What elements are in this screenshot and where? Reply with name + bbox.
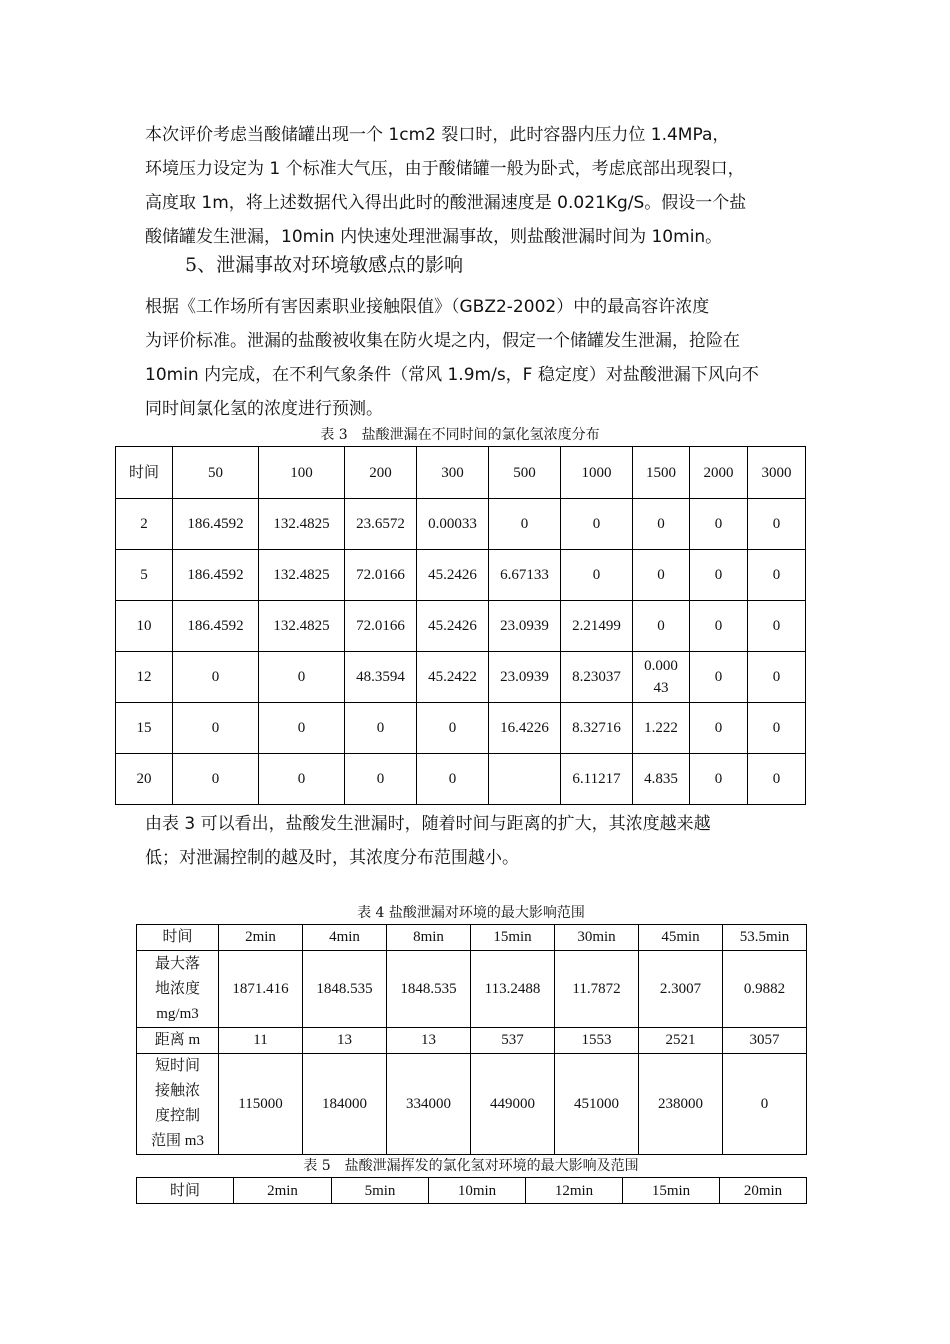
table-cell: 15 [116,703,173,754]
table-cell: 0 [417,754,489,805]
header-cell: 时间 [137,925,219,951]
header-cell: 1500 [633,447,690,499]
table-cell: 0.000 43 [633,652,690,703]
table-row [116,703,806,754]
text-line: 10min 内完成，在不利气象条件（常风 1.9m/s，F 稳定度）对盐酸泄漏下风向不 [145,365,759,385]
header-cell: 2min [234,1178,332,1204]
header-cell: 时间 [116,447,173,499]
table-cell: 1.222 [633,703,690,754]
table-cell: 0 [690,652,748,703]
table-cell: 1871.416 [219,951,303,1028]
table5-caption: 表 5 盐酸泄漏挥发的氯化氢对环境的最大影响及范围 [303,1158,639,1174]
table-cell: 23.0939 [489,652,561,703]
header-cell: 30min [555,925,639,951]
table-cell: 2 [116,499,173,550]
table-cell: 0 [690,550,748,601]
table-header-row [137,1178,807,1204]
text-line: 环境压力设定为 1 个标准大气压，由于酸储罐一般为卧式，考虑底部出现裂口， [145,159,745,179]
table-cell: 0 [690,703,748,754]
table-cell: 1848.535 [387,951,471,1028]
table-cell: 0 [173,754,259,805]
table-cell: 0 [259,703,345,754]
table-cell: 8.32716 [561,703,633,754]
table-cell: 334000 [387,1054,471,1155]
table-cell: 0 [259,754,345,805]
table-cell: 0 [561,499,633,550]
table-cell: 12 [116,652,173,703]
header-cell: 20min [720,1178,807,1204]
table-cell: 0 [748,601,806,652]
table-cell: 11 [219,1028,303,1054]
table-header-row [137,925,807,951]
table-cell: 115000 [219,1054,303,1155]
table-cell: 23.0939 [489,601,561,652]
text-line: 酸储罐发生泄漏，10min 内快速处理泄漏事故，则盐酸泄漏时间为 10min。 [145,227,723,247]
table-cell: 0 [417,703,489,754]
table-cell: 11.7872 [555,951,639,1028]
table-cell: 0 [633,601,690,652]
table-cell: 0.9882 [723,951,807,1028]
text-line: 本次评价考虑当酸储罐出现一个 1cm2 裂口时，此时容器内压力位 1.4MPa， [145,125,730,145]
text-line: 根据《工作场所有害因素职业接触限值》（GBZ2-2002）中的最高容许浓度 [145,297,710,317]
table-cell: 0 [748,652,806,703]
table-cell: 72.0166 [345,550,417,601]
table-cell [489,754,561,805]
table4-max-impact-range [136,924,807,1155]
table-cell: 6.67133 [489,550,561,601]
table-cell: 0 [633,550,690,601]
table3-caption: 表 3 盐酸泄漏在不同时间的氯化氢浓度分布 [320,427,600,443]
header-cell: 200 [345,447,417,499]
header-cell: 100 [259,447,345,499]
table-cell: 1848.535 [303,951,387,1028]
table-row [116,652,806,703]
table-cell: 132.4825 [259,601,345,652]
table-cell: 6.11217 [561,754,633,805]
table-cell: 0 [489,499,561,550]
table-cell: 2.21499 [561,601,633,652]
table-cell: 13 [303,1028,387,1054]
table-cell: 20 [116,754,173,805]
table4-caption: 表 4 盐酸泄漏对环境的最大影响范围 [357,905,585,921]
header-cell: 2min [219,925,303,951]
table-cell: 短时间 接触浓 度控制 范围 m3 [137,1054,219,1155]
table-cell: 0 [345,703,417,754]
header-cell: 15min [623,1178,720,1204]
table-header-row [116,447,806,499]
header-cell: 8min [387,925,471,951]
table-cell: 113.2488 [471,951,555,1028]
table-row [137,1028,807,1054]
table-cell: 45.2426 [417,601,489,652]
table-cell: 132.4825 [259,499,345,550]
table-cell: 48.3594 [345,652,417,703]
header-cell: 45min [639,925,723,951]
table-cell: 16.4226 [489,703,561,754]
header-cell: 53.5min [723,925,807,951]
table5-hcl-volatilization-impact [136,1177,807,1204]
header-cell: 15min [471,925,555,951]
table-cell: 最大落 地浓度 mg/m3 [137,951,219,1028]
table-row [137,1054,807,1155]
table-cell: 449000 [471,1054,555,1155]
table-cell: 3057 [723,1028,807,1054]
table-cell: 0 [561,550,633,601]
table-cell: 0.00033 [417,499,489,550]
table-row [116,550,806,601]
table-cell: 0 [748,499,806,550]
table-cell: 238000 [639,1054,723,1155]
table-cell: 8.23037 [561,652,633,703]
table-cell: 72.0166 [345,601,417,652]
header-cell: 500 [489,447,561,499]
table-cell: 0 [748,754,806,805]
table-cell: 距离 m [137,1028,219,1054]
text-line: 由表 3 可以看出，盐酸发生泄漏时，随着时间与距离的扩大，其浓度越来越 [145,814,711,834]
table-cell: 186.4592 [173,601,259,652]
table-cell: 45.2426 [417,550,489,601]
table-cell: 0 [633,499,690,550]
section-heading: 5、泄漏事故对环境敏感点的影响 [185,254,464,276]
table-cell: 13 [387,1028,471,1054]
table-cell: 0 [690,754,748,805]
table-cell: 2521 [639,1028,723,1054]
table-row [116,601,806,652]
table-cell: 45.2422 [417,652,489,703]
header-cell: 时间 [137,1178,234,1204]
table-cell: 1553 [555,1028,639,1054]
header-cell: 50 [173,447,259,499]
table-row [116,499,806,550]
header-cell: 10min [429,1178,526,1204]
table-cell: 0 [345,754,417,805]
table-cell: 132.4825 [259,550,345,601]
table-cell: 0 [748,550,806,601]
paragraph-evaluation-standard [145,290,809,426]
header-cell: 4min [303,925,387,951]
paragraph-leak-rate [145,118,809,254]
table-cell: 5 [116,550,173,601]
text-line: 同时间氯化氢的浓度进行预测。 [145,399,383,419]
header-cell: 12min [526,1178,623,1204]
table-cell: 186.4592 [173,499,259,550]
table-row [116,754,806,805]
table-row [137,951,807,1028]
header-cell: 2000 [690,447,748,499]
table-cell: 451000 [555,1054,639,1155]
paragraph-table3-conclusion [145,807,809,875]
table-cell: 0 [723,1054,807,1155]
text-line: 低；对泄漏控制的越及时，其浓度分布范围越小。 [145,848,519,868]
header-cell: 3000 [748,447,806,499]
table-cell: 0 [173,703,259,754]
table3-concentration-distribution [115,446,806,805]
table-cell: 0 [748,703,806,754]
text-line: 为评价标准。泄漏的盐酸被收集在防火堤之内，假定一个储罐发生泄漏，抢险在 [145,331,740,351]
table-cell: 2.3007 [639,951,723,1028]
table-cell: 537 [471,1028,555,1054]
table-cell: 184000 [303,1054,387,1155]
text-line: 高度取 1m，将上述数据代入得出此时的酸泄漏速度是 0.021Kg/S。假设一个盐 [145,193,747,213]
header-cell: 5min [332,1178,429,1204]
table-cell: 10 [116,601,173,652]
table-cell: 4.835 [633,754,690,805]
table-cell: 186.4592 [173,550,259,601]
header-cell: 1000 [561,447,633,499]
header-cell: 300 [417,447,489,499]
table-cell: 0 [690,499,748,550]
table-cell: 0 [259,652,345,703]
table-cell: 23.6572 [345,499,417,550]
table-cell: 0 [173,652,259,703]
table-cell: 0 [690,601,748,652]
